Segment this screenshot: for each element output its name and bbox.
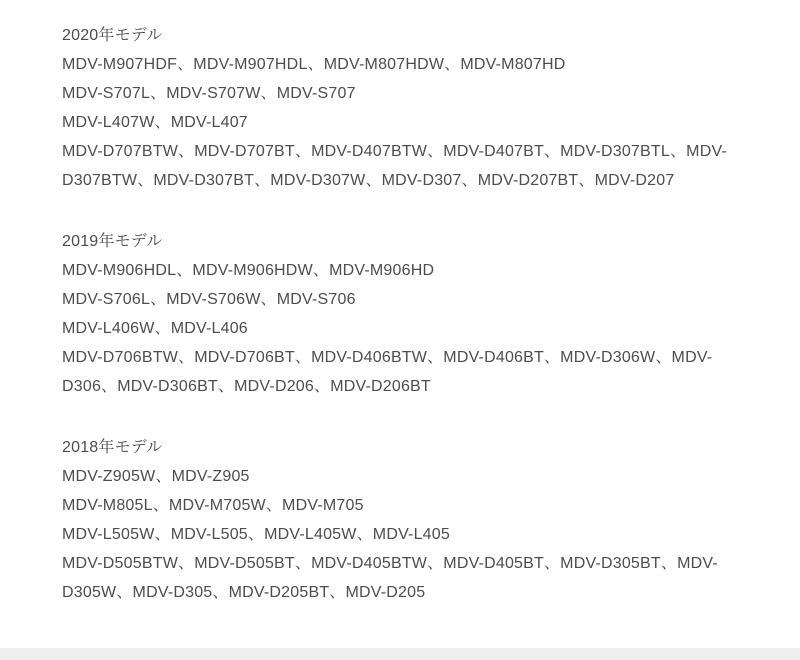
model-year-section-2020 (62, 21, 738, 195)
model-line: MDV-L407W、MDV-L407 (62, 114, 248, 131)
section-title: 2018年モデル (62, 439, 163, 456)
model-year-section-2018 (62, 433, 738, 607)
model-line: MDV-Z905W、MDV-Z905 (62, 468, 250, 485)
section-title: 2019年モデル (62, 233, 163, 250)
model-line: MDV-S707L、MDV-S707W、MDV-S707 (62, 85, 356, 102)
model-line: MDV-L406W、MDV-L406 (62, 320, 248, 337)
model-line: MDV-D706BTW、MDV-D706BT、MDV-D406BTW、MDV-D406BT、MDV-D306W、MDV- (62, 349, 713, 366)
model-line: MDV-L505W、MDV-L505、MDV-L405W、MDV-L405 (62, 526, 450, 543)
model-line: D306、MDV-D306BT、MDV-D206、MDV-D206BT (62, 378, 431, 395)
model-line: MDV-M907HDF、MDV-M907HDL、MDV-M807HDW、MDV-M807HD (62, 56, 566, 73)
model-line: D307BTW、MDV-D307BT、MDV-D307W、MDV-D307、MDV-D207BT、MDV-D207 (62, 172, 675, 189)
model-line: MDV-M805L、MDV-M705W、MDV-M705 (62, 497, 364, 514)
footer-divider-bar (0, 648, 800, 660)
model-list (62, 21, 738, 607)
model-line: MDV-D707BTW、MDV-D707BT、MDV-D407BTW、MDV-D407BT、MDV-D307BTL、MDV- (62, 143, 727, 160)
model-line: MDV-S706L、MDV-S706W、MDV-S706 (62, 291, 356, 308)
section-title: 2020年モデル (62, 27, 163, 44)
model-year-section-2019 (62, 227, 738, 401)
model-line: MDV-D505BTW、MDV-D505BT、MDV-D405BTW、MDV-D405BT、MDV-D305BT、MDV- (62, 555, 718, 572)
model-line: MDV-M906HDL、MDV-M906HDW、MDV-M906HD (62, 262, 435, 279)
model-line: D305W、MDV-D305、MDV-D205BT、MDV-D205 (62, 584, 426, 601)
